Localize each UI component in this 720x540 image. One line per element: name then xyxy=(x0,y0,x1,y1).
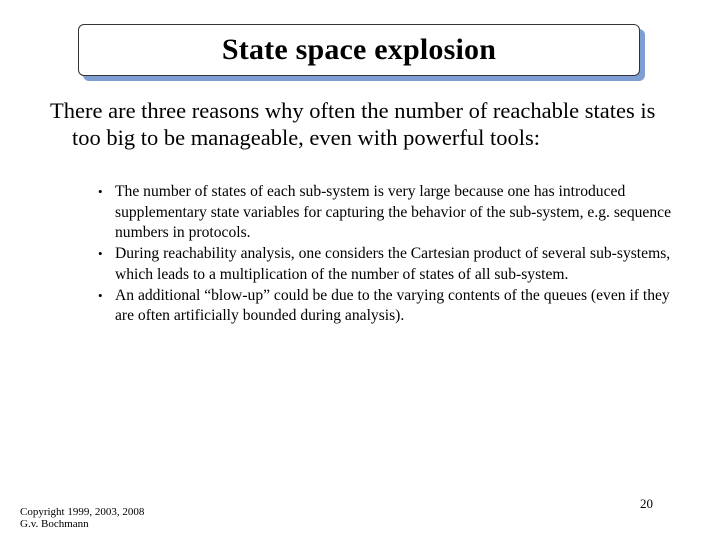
bullet-list xyxy=(95,182,675,327)
title-box xyxy=(78,24,640,76)
page-number: 20 xyxy=(640,496,653,511)
copyright-notice xyxy=(20,506,144,530)
bullet-dot-icon: • xyxy=(98,287,103,303)
bullet-item xyxy=(95,182,675,244)
bullet-dot-icon: • xyxy=(98,246,103,261)
intro-paragraph: There are three reasons why often the number of reachable states is too big to be manageable, even with powerful tools: xyxy=(50,98,656,150)
author-line: G.v. Bochmann xyxy=(20,518,89,530)
bullet-text: During reachability analysis, one considers the Cartesian product of several sub-systems, which leads to a multiplication of the number of states of all sub-system. xyxy=(115,245,671,283)
bullet-text: An additional “blow-up” could be due to the varying contents of the queues (even if they are often artificially bounded during analysis). xyxy=(115,286,670,324)
bullet-item xyxy=(95,286,675,327)
bullet-dot-icon: • xyxy=(98,184,103,199)
bullet-text: The number of states of each sub-system is very large because one has introduced supplementary state variables for capturing the behavior of the sub-system, e.g. sequence numbers in protocols. xyxy=(115,183,671,241)
bullet-item xyxy=(95,244,675,285)
slide-title: State space explosion xyxy=(221,33,497,66)
copyright-line: Copyright 1999, 2003, 2008 xyxy=(20,506,145,518)
